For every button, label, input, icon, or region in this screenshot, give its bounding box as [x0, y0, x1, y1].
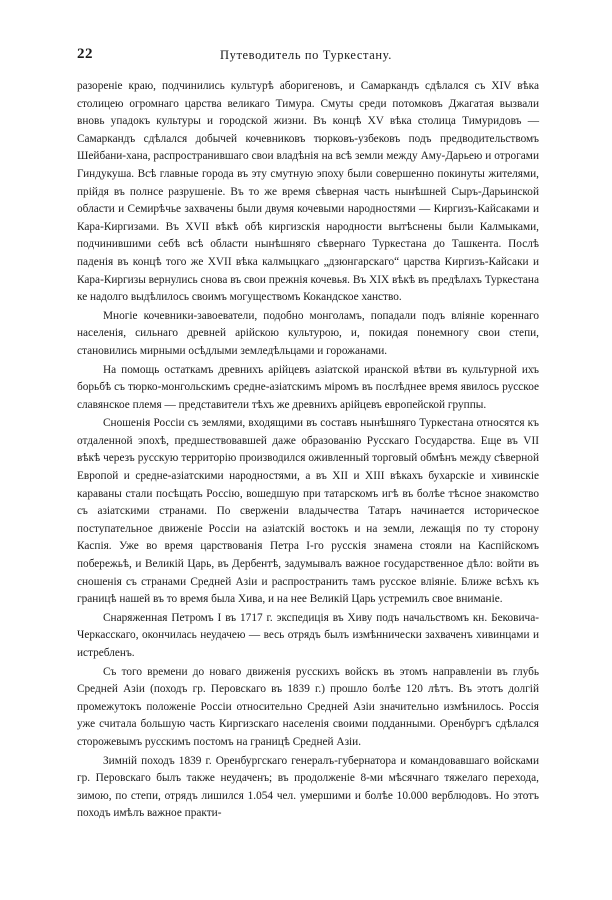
page-header — [0, 46, 612, 66]
page-number: 22 — [77, 46, 93, 62]
paragraph: Сношенія Россіи съ землями, входящими въ составъ нынѣшняго Туркестана относятся къ отдаленной эпохѣ, предшествовавшей даже образованію Русскаго Государства. Еще въ VII вѣкѣ черезъ русскую территорію производился оживленный торговый обмѣнъ между сѣверной Европой и средне-азіатскими народностями, а въ XII и XIII вѣкахъ бухарскіе и хивинскіе караваны стали посѣщать Россію, вошедшую при татарскомъ игѣ въ болѣе тѣсное знакомство съ азіатскими странами. По сверженіи владычества Татаръ начинается историческое поступательное движеніе Россіи на азіатскій востокъ и на земли, лежащія по ту сторону Каспія. Уже во время царствованія Петра I-го русскія знамена стояли на Каспійскомъ побережьѣ, и Великій Царь, въ Дербентѣ, задумывалъ важное государственное дѣло: войти въ сношенія съ странами Средней Азіи и распространить тамъ русское вліяніе. Ближе всѣхъ къ границѣ нашей въ то время была Хива, и на нее Великій Царь устремилъ свое вниманіе. — [77, 417, 539, 606]
paragraph: Съ того времени до новаго движенія русскихъ войскъ въ этомъ направленіи въ глубь Средней Азіи (походъ гр. Перовскаго въ 1839 г.) прошло болѣе 120 лѣтъ. Въ этотъ долгій промежутокъ положеніе Россіи относительно Средней Азіи значительно измѣнилось. Россія уже считала большую часть Киргизскаго населенія своими подданными. Оренбургъ сдѣлался сторожевымъ русскимъ постомъ на границѣ Средней Азіи. — [77, 665, 539, 748]
paragraph: Снаряженная Петромъ I въ 1717 г. экспедиція въ Хиву подъ начальствомъ кн. Бековича-Черкасскаго, окончилась неудачею — весь отрядъ былъ измѣннически захваченъ хивинцами и истребленъ. — [77, 611, 539, 659]
running-title: Путеводитель по Туркестану. — [219, 48, 393, 62]
body-text — [77, 78, 539, 824]
paragraph: разоренiе краю, подчинились культурѣ аборигеновъ, и Самаркандъ сдѣлался съ XIV вѣка столицею огромнаго царства великаго Тимура. Смуты среди потомковъ Джагатая вызвали вновь упадокъ культуры и городской жизни. Въ концѣ XV вѣка столица Тимуридовъ — Самаркандъ сдѣлался добычей кочевниковъ тюрковъ-узбековъ подъ предводительствомъ Шейбани-хана, распространившаго свои владѣнія на всѣ земли между Аму-Дарьею и отрогами Гиндукуша. Всѣ главные города въ эту смутную эпоху были совершенно покинуты жителями, прійдя въ полнсе разрушеніе. Въ то же время сѣверная часть нынѣшней Сыръ-Дарьинской области и Семирѣчье захвачены были двумя кочевыми народностями — Киргизъ-Кайсаками и Кара-Киргизами. Въ XVII вѣкѣ обѣ киргизскія народности вытѣснены были Калмыками, подчинившими себѣ всѣ области нынѣшняго сѣвернаго Туркестана до Ташкента. Послѣ паденія въ концѣ того же XVII вѣка калмыцкаго „дзюнгарскаго“ царства Киргизъ-Кайсаки и Кара-Киргизы вернулись снова въ свои прежнія кочевья. Въ XIX вѣкѣ въ предѣлахъ Туркестана ке надолго выдѣлилось своимъ могуществомъ Кокандское ханство. — [77, 80, 539, 304]
paragraph: Зимній походъ 1839 г. Оренбургскаго генералъ-губернатора и командовавшаго войсками гр. Перовскаго былъ также неудаченъ; въ продолженіе 8-ми мѣсячнаго тяжелаго перехода, зимою, по степи, отрядъ лишился 1.054 чел. умершими и болѣе 10.000 верблюдовъ. Но этотъ походъ имѣлъ важное практи- — [77, 754, 539, 820]
paragraph: На помощь остаткамъ древнихъ арійцевъ азіатской иранской вѣтви въ культурной ихъ борьбѣ съ тюрко-монгольскимъ средне-азіатскимъ міромъ въ послѣднее время явилось русское славянское племя — представители тѣхъ же древнихъ арійцевъ европейской группы. — [77, 363, 539, 411]
paragraph: Многіе кочевники-завоеватели, подобно монголамъ, попадали подъ вліяніе кореннаго населенія, сильнаго древней арійскою культурою, и, покидая понемногу свои степи, становились мирными осѣдлыми земледѣльцами и горожанами. — [77, 309, 539, 357]
